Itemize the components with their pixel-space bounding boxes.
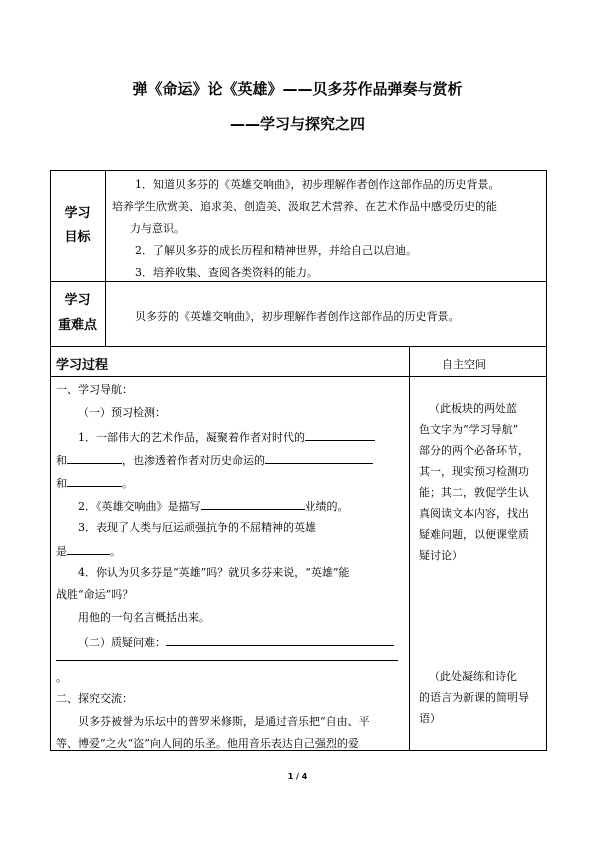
blank-line bbox=[201, 498, 305, 510]
blank-line bbox=[166, 634, 394, 646]
explore-title: 二、探究交流： bbox=[56, 692, 133, 705]
blank-line bbox=[67, 452, 122, 464]
blank-line bbox=[56, 660, 398, 661]
question-2: 2．《英雄交响曲》是描写 业绩的。 bbox=[78, 500, 349, 513]
table-border-top bbox=[50, 170, 547, 171]
goal-item: 2．了解贝多芬的成长历程和精神世界，并给自己以启迪。 bbox=[135, 244, 417, 257]
explore-text: 贝多芬被誉为乐坛中的普罗米修斯，是通过音乐把“自由、平 bbox=[78, 715, 370, 728]
question-3-cont: 是 。 bbox=[56, 545, 121, 558]
table-divider bbox=[50, 281, 547, 282]
goals-label: 学习 目标 bbox=[64, 206, 91, 245]
table-divider bbox=[50, 346, 547, 347]
doubt-section: （二）质疑问难： bbox=[78, 634, 394, 650]
question-1-cont: 和 。 bbox=[56, 477, 133, 490]
blank-line bbox=[67, 543, 110, 555]
page-number: 1 / 4 bbox=[287, 772, 308, 781]
table-divider bbox=[50, 376, 547, 377]
goal-item: 培养学生欣赏美、追求美、创造美、汲取艺术营养、在艺术作品中感受历史的能 bbox=[112, 200, 497, 213]
process-header: 学习过程 bbox=[56, 358, 109, 373]
side-note-1: （此板块的两处蓝 色文字为“学习导航” 部分的两个必备环节， 其一，现实预习检测功 能；其二，敦促学生认 真阅读文本内容，找出 疑难问题，以便课堂质 疑讨论） bbox=[419, 402, 529, 562]
goal-item: 3．培养收集、查阅各类资料的能力。 bbox=[135, 266, 318, 279]
table-border-right bbox=[546, 170, 547, 751]
table-border-left bbox=[50, 170, 51, 751]
document-subtitle: ——学习与探究之四 bbox=[229, 115, 365, 133]
doubt-end: 。 bbox=[56, 671, 67, 684]
question-3: 3．表现了人类与厄运顽强抗争的不屈精神的英雄 bbox=[78, 521, 316, 534]
blank-line bbox=[305, 429, 375, 441]
goal-item: 力与意识。 bbox=[130, 222, 185, 235]
preview-title: （一）预习检测： bbox=[78, 406, 166, 419]
question-1: 1．一部伟大的艺术作品，凝聚着作者对时代的 bbox=[78, 429, 375, 445]
nav-title: 一、学习导航： bbox=[56, 383, 133, 396]
table-divider bbox=[105, 170, 106, 346]
question-4-cont: 战胜“命运”吗？ bbox=[56, 588, 134, 601]
table-divider bbox=[409, 346, 410, 751]
keypoints-text: 贝多芬的《英雄交响曲》，初步理解作者创作这部作品的历史背景。 bbox=[135, 310, 460, 323]
question-4: 4．你认为贝多芬是“英雄”吗？就贝多芬来说，“英雄”能 bbox=[78, 566, 350, 579]
goal-item: 1．知道贝多芬的《英雄交响曲》，初步理解作者创作这部作品的历史背景。 bbox=[135, 178, 500, 191]
lesson-table bbox=[50, 170, 547, 751]
keypoints-label: 学习 重难点 bbox=[57, 293, 97, 333]
question-4-cont: 用他的一句名言概括出来。 bbox=[78, 611, 210, 624]
side-note-2: （此处凝练和诗化 的语言为新课的简明导 语） bbox=[419, 670, 529, 725]
blank-line bbox=[265, 452, 373, 464]
document-title: 弹《命运》论《英雄》——贝多芬作品弹奏与赏析 bbox=[132, 80, 463, 98]
side-header: 自主空间 bbox=[442, 358, 486, 371]
explore-text: 等、博爱”之火“盗”向人间的乐圣。他用音乐表达自己强烈的爱 bbox=[56, 737, 359, 750]
blank-line bbox=[67, 475, 122, 487]
question-1-cont: 和 ，也渗透着作者对历史命运的 bbox=[56, 452, 373, 468]
